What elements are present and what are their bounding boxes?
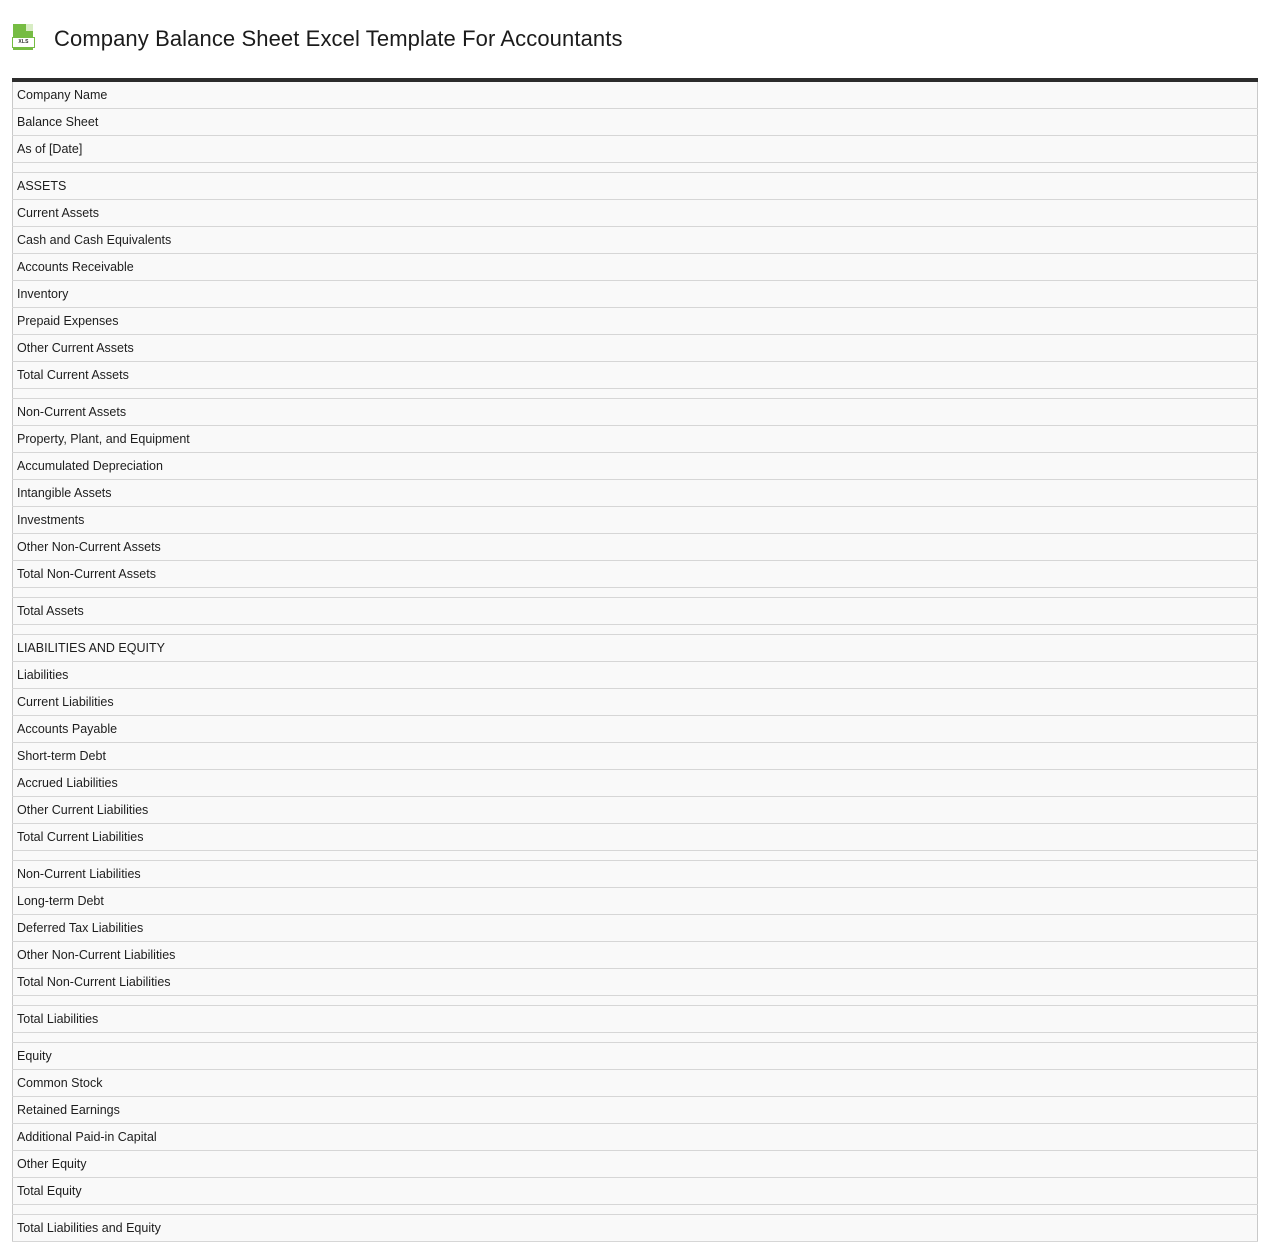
table-row[interactable]	[13, 1151, 1258, 1178]
spacer-row	[13, 851, 1258, 861]
table-row[interactable]	[13, 335, 1258, 362]
spacer-row	[13, 996, 1258, 1006]
xls-file-icon-label-text: XLS	[18, 39, 29, 45]
row-label-cell[interactable]: Other Non-Current Liabilities	[13, 942, 1258, 969]
table-row[interactable]	[13, 824, 1258, 851]
row-label-cell[interactable]: Company Name	[13, 82, 1258, 109]
table-row[interactable]	[13, 173, 1258, 200]
table-row[interactable]	[13, 716, 1258, 743]
table-row[interactable]	[13, 426, 1258, 453]
spacer-cell	[13, 625, 1258, 635]
row-label-cell[interactable]: Total Liabilities and Equity	[13, 1215, 1258, 1242]
table-row[interactable]	[13, 969, 1258, 996]
row-label-cell[interactable]: Accounts Receivable	[13, 254, 1258, 281]
row-label-cell[interactable]: Accounts Payable	[13, 716, 1258, 743]
spacer-row	[13, 163, 1258, 173]
row-label-cell[interactable]: As of [Date]	[13, 136, 1258, 163]
row-label-cell[interactable]: Other Non-Current Assets	[13, 534, 1258, 561]
table-row[interactable]	[13, 861, 1258, 888]
row-label-cell[interactable]: Total Equity	[13, 1178, 1258, 1205]
spacer-row	[13, 588, 1258, 598]
table-row[interactable]	[13, 453, 1258, 480]
table-row[interactable]	[13, 797, 1258, 824]
spacer-cell	[13, 389, 1258, 399]
document-header	[0, 0, 1262, 78]
table-row[interactable]	[13, 136, 1258, 163]
row-label-cell[interactable]: Other Current Liabilities	[13, 797, 1258, 824]
row-label-cell[interactable]: Total Current Assets	[13, 362, 1258, 389]
table-row[interactable]	[13, 281, 1258, 308]
row-label-cell[interactable]: Total Assets	[13, 598, 1258, 625]
row-label-cell[interactable]: Retained Earnings	[13, 1097, 1258, 1124]
xls-file-icon	[12, 24, 36, 54]
row-label-cell[interactable]: Liabilities	[13, 662, 1258, 689]
row-label-cell[interactable]: Accumulated Depreciation	[13, 453, 1258, 480]
spacer-cell	[13, 588, 1258, 598]
row-label-cell[interactable]: Total Non-Current Liabilities	[13, 969, 1258, 996]
spacer-cell	[13, 1205, 1258, 1215]
table-row[interactable]	[13, 1070, 1258, 1097]
spacer-row	[13, 625, 1258, 635]
table-row[interactable]	[13, 888, 1258, 915]
row-label-cell[interactable]: ASSETS	[13, 173, 1258, 200]
table-row[interactable]	[13, 662, 1258, 689]
row-label-cell[interactable]: Cash and Cash Equivalents	[13, 227, 1258, 254]
table-row[interactable]	[13, 743, 1258, 770]
row-label-cell[interactable]: Current Assets	[13, 200, 1258, 227]
table-row[interactable]	[13, 689, 1258, 716]
table-row[interactable]	[13, 1215, 1258, 1242]
table-row[interactable]	[13, 598, 1258, 625]
row-label-cell[interactable]: Short-term Debt	[13, 743, 1258, 770]
table-row[interactable]	[13, 200, 1258, 227]
row-label-cell[interactable]: Non-Current Liabilities	[13, 861, 1258, 888]
table-row[interactable]	[13, 362, 1258, 389]
table-row[interactable]	[13, 1178, 1258, 1205]
table-row[interactable]	[13, 109, 1258, 136]
table-row[interactable]	[13, 227, 1258, 254]
spacer-cell	[13, 1033, 1258, 1043]
table-row[interactable]	[13, 561, 1258, 588]
table-row[interactable]	[13, 1097, 1258, 1124]
table-row[interactable]	[13, 1043, 1258, 1070]
table-row[interactable]	[13, 635, 1258, 662]
spacer-cell	[13, 851, 1258, 861]
row-label-cell[interactable]: Current Liabilities	[13, 689, 1258, 716]
xls-file-icon-label	[12, 37, 35, 48]
row-label-cell[interactable]: Investments	[13, 507, 1258, 534]
row-label-cell[interactable]: Total Non-Current Assets	[13, 561, 1258, 588]
page-title: Company Balance Sheet Excel Template For Accountants	[54, 26, 623, 51]
row-label-cell[interactable]: Inventory	[13, 281, 1258, 308]
table-row[interactable]	[13, 82, 1258, 109]
table-row[interactable]	[13, 915, 1258, 942]
row-label-cell[interactable]: Total Liabilities	[13, 1006, 1258, 1033]
table-row[interactable]	[13, 308, 1258, 335]
row-label-cell[interactable]: Equity	[13, 1043, 1258, 1070]
row-label-cell[interactable]: Prepaid Expenses	[13, 308, 1258, 335]
row-label-cell[interactable]: Total Current Liabilities	[13, 824, 1258, 851]
table-row[interactable]	[13, 534, 1258, 561]
table-row[interactable]	[13, 399, 1258, 426]
balance-sheet-table	[12, 82, 1258, 1242]
xls-file-icon-fold	[26, 24, 33, 31]
row-label-cell[interactable]: Accrued Liabilities	[13, 770, 1258, 797]
spacer-row	[13, 1033, 1258, 1043]
table-row[interactable]	[13, 480, 1258, 507]
table-row[interactable]	[13, 942, 1258, 969]
table-row[interactable]	[13, 254, 1258, 281]
row-label-cell[interactable]: Balance Sheet	[13, 109, 1258, 136]
row-label-cell[interactable]: Intangible Assets	[13, 480, 1258, 507]
row-label-cell[interactable]: Non-Current Assets	[13, 399, 1258, 426]
balance-sheet-table-body	[13, 82, 1258, 1242]
table-row[interactable]	[13, 1006, 1258, 1033]
balance-sheet-table-wrapper	[12, 78, 1258, 1242]
row-label-cell[interactable]: Common Stock	[13, 1070, 1258, 1097]
table-row[interactable]	[13, 1124, 1258, 1151]
table-row[interactable]	[13, 507, 1258, 534]
table-row[interactable]	[13, 770, 1258, 797]
row-label-cell[interactable]: Additional Paid-in Capital	[13, 1124, 1258, 1151]
row-label-cell[interactable]: Property, Plant, and Equipment	[13, 426, 1258, 453]
spacer-cell	[13, 996, 1258, 1006]
spacer-row	[13, 389, 1258, 399]
row-label-cell[interactable]: Deferred Tax Liabilities	[13, 915, 1258, 942]
row-label-cell[interactable]: Other Current Assets	[13, 335, 1258, 362]
row-label-cell[interactable]: Other Equity	[13, 1151, 1258, 1178]
row-label-cell[interactable]: LIABILITIES AND EQUITY	[13, 635, 1258, 662]
row-label-cell[interactable]: Long-term Debt	[13, 888, 1258, 915]
spacer-cell	[13, 163, 1258, 173]
spacer-row	[13, 1205, 1258, 1215]
